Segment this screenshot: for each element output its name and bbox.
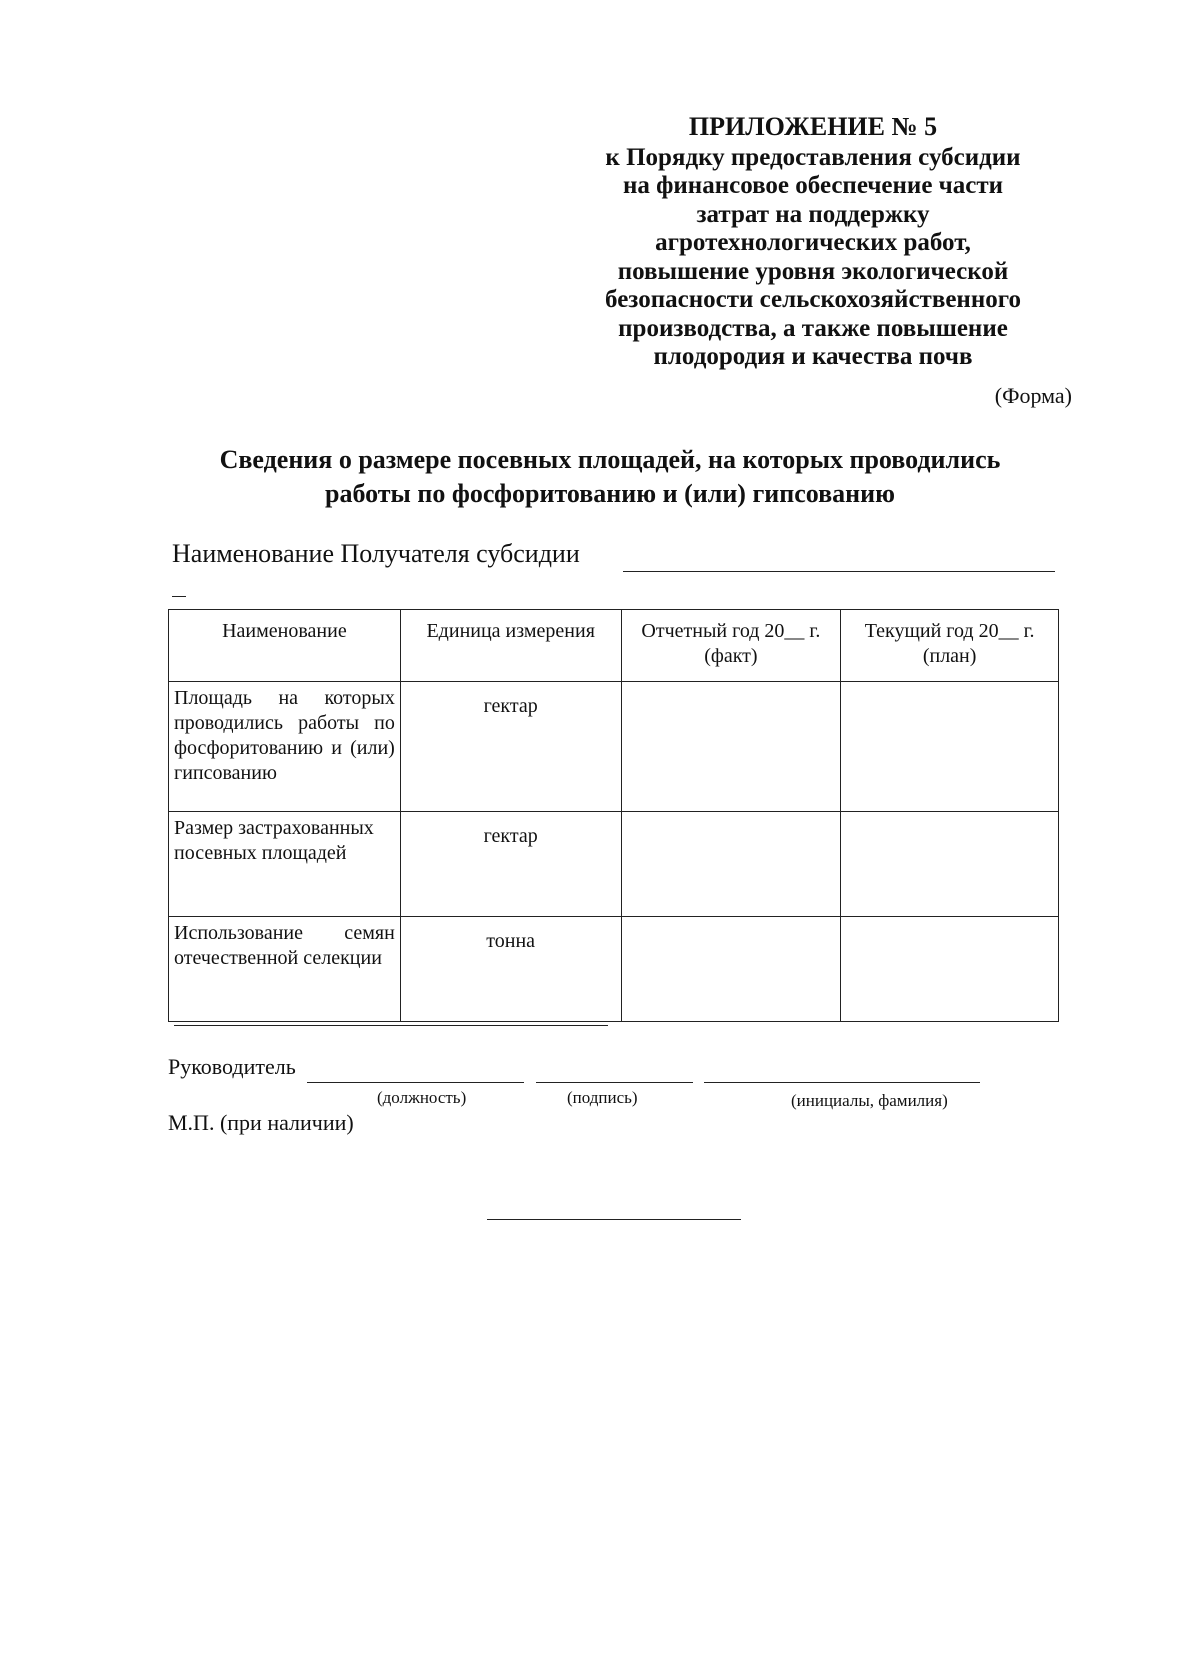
appendix-line: к Порядку предоставления субсидии — [605, 143, 1021, 171]
bottom-blank-line — [487, 1219, 741, 1220]
data-table — [168, 609, 1059, 1022]
signature-caption: (подпись) — [567, 1088, 638, 1107]
appendix-line: на финансовое обеспечение части — [622, 172, 1004, 199]
row-unit-cell: гектар — [400, 682, 621, 812]
appendix-heading: ПРИЛОЖЕНИЕ № 5 — [688, 112, 938, 141]
head-label: Руководитель — [168, 1054, 296, 1079]
current-value-cell[interactable] — [841, 917, 1059, 1022]
column-header-unit: Единица измерения — [400, 610, 621, 682]
appendix-line: повышение уровня экологической — [617, 257, 1009, 285]
row-unit-cell: гектар — [400, 812, 621, 917]
recipient-blank-line[interactable] — [623, 571, 1055, 572]
column-header-name: Наименование — [169, 610, 401, 682]
position-blank-line[interactable] — [307, 1082, 524, 1083]
row-name-cell: Использование семян отечественной селекции — [169, 917, 401, 1022]
column-header-reported-year: Отчетный год 20__ г. (факт) — [621, 610, 841, 682]
row-name-cell: Площадь на которых проводились работы по фосфоритованию и (или) гипсованию — [169, 682, 401, 812]
stray-mark — [172, 596, 186, 597]
appendix-line: производства, а также повышение — [618, 314, 1008, 342]
appendix-block — [568, 113, 1058, 372]
table-row — [169, 917, 1059, 1022]
stamp-label: М.П. (при наличии) — [168, 1110, 354, 1135]
reported-value-cell[interactable] — [621, 917, 841, 1022]
row-name-cell: Размер застрахованных посевных площадей — [169, 812, 401, 917]
recipient-label: Наименование Получателя субсидии — [172, 539, 580, 568]
reported-value-cell[interactable] — [621, 812, 841, 917]
reported-value-cell[interactable] — [621, 682, 841, 812]
position-caption: (должность) — [377, 1088, 467, 1107]
appendix-line: затрат на поддержку — [696, 200, 930, 228]
blank-line[interactable] — [174, 1025, 608, 1026]
table-row — [169, 682, 1059, 812]
signature-blank-line[interactable] — [536, 1082, 693, 1083]
column-header-current-year: Текущий год 20__ г. (план) — [841, 610, 1059, 682]
name-blank-line[interactable] — [704, 1082, 980, 1083]
table-row — [169, 812, 1059, 917]
document-title-line: работы по фосфоритованию и (или) гипсованию — [325, 479, 895, 508]
current-value-cell[interactable] — [841, 812, 1059, 917]
row-unit-cell: тонна — [400, 917, 621, 1022]
current-value-cell[interactable] — [841, 682, 1059, 812]
form-label: (Форма) — [994, 383, 1072, 408]
appendix-line: плодородия и качества почв — [653, 343, 973, 370]
document-title — [150, 443, 1070, 511]
name-caption: (инициалы, фамилия) — [791, 1091, 948, 1110]
table-header-row — [169, 610, 1059, 682]
appendix-line: агротехнологических работ, — [655, 229, 971, 256]
appendix-line: безопасности сельскохозяйственного — [605, 286, 1021, 313]
document-title-line: Сведения о размере посевных площадей, на которых проводились — [219, 445, 1001, 474]
